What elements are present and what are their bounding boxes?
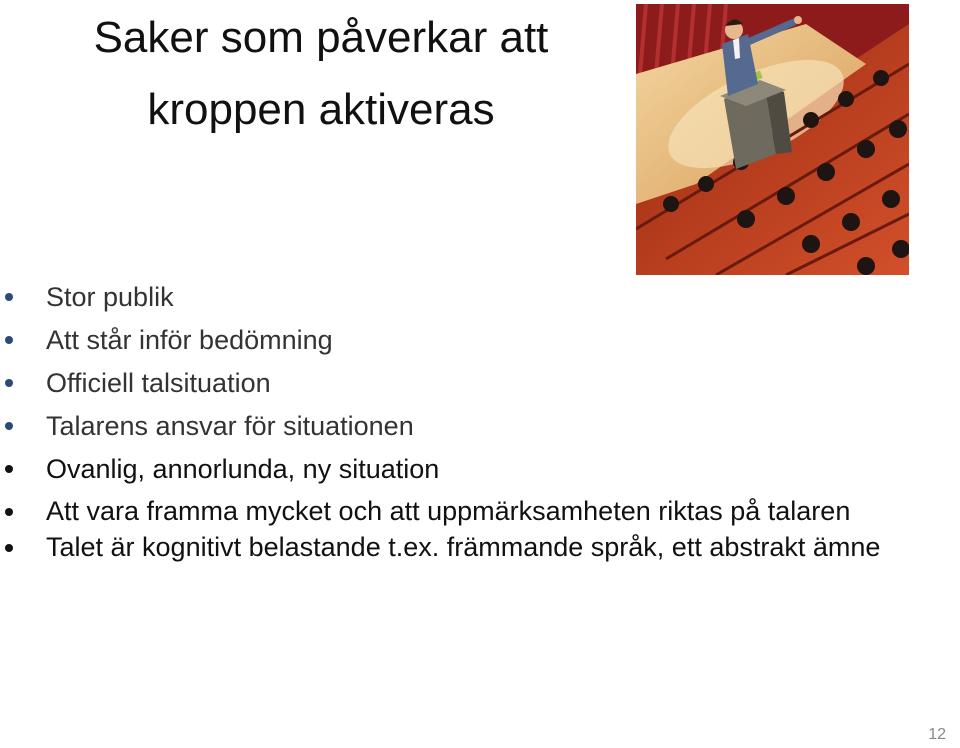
bullet-list	[0, 280, 930, 567]
page-number: 12	[928, 726, 946, 743]
list-item	[0, 280, 930, 314]
list-item	[0, 409, 930, 443]
bullet-icon	[5, 336, 13, 344]
bullet-icon	[5, 379, 13, 387]
bullet-icon	[5, 293, 13, 301]
bullet-text: Stor publik	[46, 282, 174, 312]
bullet-text: Talarens ansvar för situationen	[46, 411, 414, 441]
bullet-icon	[5, 544, 13, 552]
bullet-text: Att vara framma mycket och att uppmärksamheten riktas på talaren	[46, 496, 851, 526]
slide-title	[36, 2, 606, 146]
list-item	[0, 366, 930, 400]
list-item	[0, 495, 930, 528]
bullet-text: Officiell talsituation	[46, 368, 271, 398]
bullet-icon	[5, 465, 13, 473]
bullet-icon	[5, 422, 13, 430]
bullet-text: Talet är kognitivt belastande t.ex. främmande språk, ett abstrakt ämne	[46, 532, 881, 562]
list-item	[0, 452, 930, 486]
bullet-text: Ovanlig, annorlunda, ny situation	[46, 454, 440, 484]
bullet-icon	[5, 508, 13, 516]
bullet-text: Att står inför bedömning	[46, 325, 333, 355]
speaker-at-podium-illustration	[636, 4, 909, 275]
title-line-1: Saker som påverkar att	[93, 13, 549, 62]
list-item	[0, 323, 930, 357]
list-item	[0, 531, 930, 564]
title-line-2: kroppen aktiveras	[147, 85, 495, 134]
